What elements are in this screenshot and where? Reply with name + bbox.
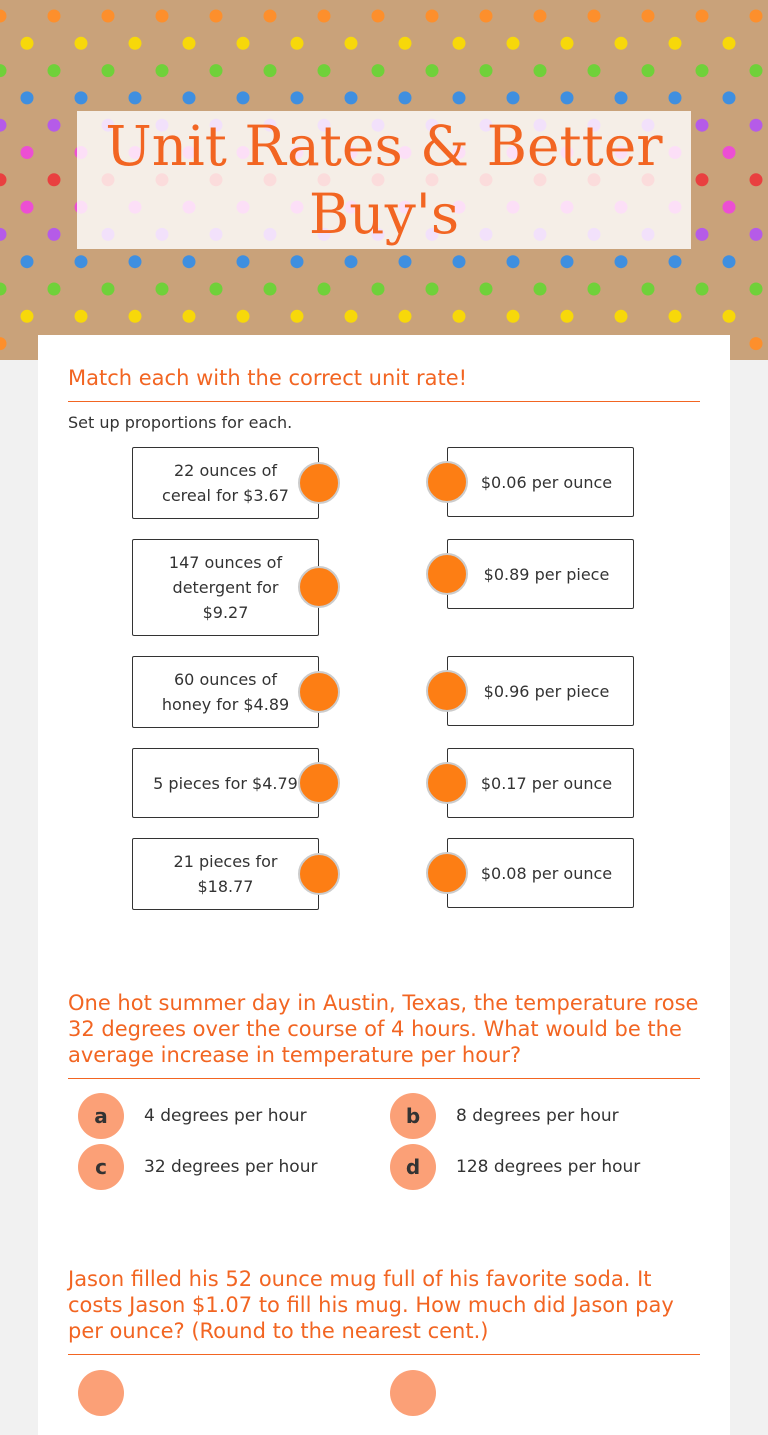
polka-dot (183, 37, 196, 50)
polka-dot (669, 91, 682, 104)
polka-dot (291, 37, 304, 50)
polka-dot (156, 283, 169, 296)
polka-dot (237, 310, 250, 323)
polka-dot (264, 10, 277, 23)
match-right-item[interactable] (447, 838, 634, 908)
question1-divider (68, 401, 700, 402)
polka-dot (426, 283, 439, 296)
match-right-label: $0.08 per ounce (480, 863, 613, 883)
question3-title: Jason filled his 52 ounce mug full of his favorite soda. It costs Jason $1.07 to fill his mug. How much did Jason pay per ounce? (Round to the nearest cent.) (68, 1267, 674, 1343)
polka-dot (0, 64, 7, 77)
polka-dot (723, 91, 736, 104)
polka-dot (642, 64, 655, 77)
question3-divider (68, 1354, 700, 1355)
match-left-item[interactable] (132, 838, 319, 910)
option-circle[interactable] (78, 1370, 124, 1416)
title-box (77, 111, 691, 249)
match-right-item[interactable] (447, 748, 634, 818)
polka-dot (696, 228, 709, 241)
polka-dot (345, 310, 358, 323)
option-a-text[interactable]: 4 degrees per hour (144, 1106, 307, 1126)
polka-dot (642, 10, 655, 23)
polka-dot (48, 173, 61, 186)
match-left-dot[interactable] (298, 462, 340, 504)
polka-dot (723, 146, 736, 159)
polka-dot (183, 310, 196, 323)
polka-dot (21, 310, 34, 323)
polka-dot (237, 91, 250, 104)
match-right-label: $0.06 per ounce (480, 472, 613, 492)
polka-dot (129, 37, 142, 50)
polka-dot (480, 10, 493, 23)
match-left-label: 22 ounces of cereal for $3.67 (162, 461, 289, 505)
match-right-label: $0.89 per piece (483, 564, 610, 584)
polka-dot (0, 337, 7, 350)
polka-dot (615, 37, 628, 50)
question2-title: One hot summer day in Austin, Texas, the temperature rose 32 degrees over the course of 4 hours. What would be the average increase in temperature per hour? (68, 991, 699, 1067)
polka-dot (453, 255, 466, 268)
polka-dot (696, 10, 709, 23)
polka-dot (696, 173, 709, 186)
polka-dot (318, 10, 331, 23)
polka-dot (48, 119, 61, 132)
option-a-circle[interactable]: a (78, 1093, 124, 1139)
polka-dot (588, 64, 601, 77)
polka-dot (210, 283, 223, 296)
match-left-dot[interactable] (298, 762, 340, 804)
polka-dot (669, 310, 682, 323)
polka-dot (48, 228, 61, 241)
polka-dot (318, 64, 331, 77)
polka-dot (696, 283, 709, 296)
polka-dot (669, 37, 682, 50)
match-left-item[interactable] (132, 656, 319, 728)
match-right-dot[interactable] (426, 461, 468, 503)
match-right-label: $0.96 per piece (483, 681, 610, 701)
polka-dot (102, 283, 115, 296)
polka-dot (750, 283, 763, 296)
polka-dot (75, 91, 88, 104)
polka-dot (399, 310, 412, 323)
option-c-text[interactable]: 32 degrees per hour (144, 1157, 318, 1177)
polka-dot (372, 10, 385, 23)
polka-dot (210, 64, 223, 77)
header-banner (0, 0, 768, 360)
polka-dot (291, 255, 304, 268)
polka-dot (750, 119, 763, 132)
polka-dot (156, 10, 169, 23)
polka-dot (669, 255, 682, 268)
match-left-item[interactable] (132, 748, 319, 818)
option-d-circle[interactable]: d (390, 1144, 436, 1190)
worksheet-card (38, 335, 730, 1435)
polka-dot (399, 255, 412, 268)
polka-dot (723, 201, 736, 214)
polka-dot (237, 255, 250, 268)
polka-dot (21, 37, 34, 50)
polka-dot (129, 310, 142, 323)
match-left-label: 60 ounces of honey for $4.89 (161, 670, 290, 714)
polka-dot (102, 10, 115, 23)
polka-dot (696, 119, 709, 132)
option-c-circle[interactable]: c (78, 1144, 124, 1190)
match-right-dot[interactable] (426, 852, 468, 894)
polka-dot (48, 10, 61, 23)
polka-dot (291, 310, 304, 323)
match-left-label: 5 pieces for $4.79 (153, 773, 298, 793)
polka-dot (237, 37, 250, 50)
polka-dot (291, 91, 304, 104)
polka-dot (426, 64, 439, 77)
polka-dot (723, 310, 736, 323)
polka-dot (102, 64, 115, 77)
polka-dot (723, 255, 736, 268)
polka-dot (75, 37, 88, 50)
polka-dot (21, 146, 34, 159)
question1-title: Match each with the correct unit rate! (68, 366, 468, 390)
polka-dot (399, 91, 412, 104)
polka-dot (750, 173, 763, 186)
polka-dot (210, 10, 223, 23)
match-left-dot[interactable] (298, 671, 340, 713)
polka-dot (642, 283, 655, 296)
polka-dot (75, 255, 88, 268)
page-title: Unit Rates & Better Buy's (105, 114, 663, 246)
polka-dot (615, 255, 628, 268)
match-left-label: 21 pieces for $18.77 (173, 852, 278, 896)
polka-dot (561, 310, 574, 323)
polka-dot (183, 255, 196, 268)
polka-dot (48, 283, 61, 296)
option-b-circle[interactable]: b (390, 1093, 436, 1139)
polka-dot (723, 37, 736, 50)
option-circle[interactable] (390, 1370, 436, 1416)
polka-dot (0, 173, 7, 186)
polka-dot (345, 255, 358, 268)
polka-dot (21, 255, 34, 268)
polka-dot (0, 283, 7, 296)
polka-dot (696, 64, 709, 77)
match-left-item[interactable] (132, 447, 319, 519)
polka-dot (264, 64, 277, 77)
polka-dot (750, 228, 763, 241)
polka-dot (0, 228, 7, 241)
question2-divider (68, 1078, 700, 1079)
option-b-text[interactable]: 8 degrees per hour (456, 1106, 619, 1126)
polka-dot (21, 91, 34, 104)
polka-dot (750, 64, 763, 77)
polka-dot (480, 283, 493, 296)
polka-dot (615, 91, 628, 104)
polka-dot (561, 91, 574, 104)
match-left-label: 147 ounces of detergent for $9.27 (168, 553, 283, 622)
polka-dot (453, 310, 466, 323)
match-left-dot[interactable] (298, 853, 340, 895)
match-right-item[interactable] (447, 539, 634, 609)
polka-dot (534, 283, 547, 296)
polka-dot (588, 283, 601, 296)
polka-dot (507, 91, 520, 104)
polka-dot (750, 10, 763, 23)
polka-dot (372, 64, 385, 77)
polka-dot (453, 91, 466, 104)
polka-dot (264, 283, 277, 296)
polka-dot (345, 91, 358, 104)
match-right-item[interactable] (447, 656, 634, 726)
match-left-dot[interactable] (298, 566, 340, 608)
polka-dot (615, 310, 628, 323)
match-left-item[interactable] (132, 539, 319, 636)
polka-dot (318, 283, 331, 296)
polka-dot (129, 255, 142, 268)
polka-dot (75, 310, 88, 323)
polka-dot (534, 10, 547, 23)
polka-dot (507, 310, 520, 323)
polka-dot (507, 255, 520, 268)
polka-dot (561, 255, 574, 268)
polka-dot (183, 91, 196, 104)
polka-dot (156, 64, 169, 77)
question1-instructions: Set up proportions for each. (68, 413, 293, 432)
option-d-text[interactable]: 128 degrees per hour (456, 1157, 641, 1177)
polka-dot (507, 37, 520, 50)
polka-dot (534, 64, 547, 77)
polka-dot (345, 37, 358, 50)
polka-dot (453, 37, 466, 50)
polka-dot (426, 10, 439, 23)
polka-dot (588, 10, 601, 23)
polka-dot (0, 119, 7, 132)
polka-dot (480, 64, 493, 77)
polka-dot (561, 37, 574, 50)
polka-dot (21, 201, 34, 214)
polka-dot (129, 91, 142, 104)
match-right-item[interactable] (447, 447, 634, 517)
match-right-dot[interactable] (426, 762, 468, 804)
polka-dot (750, 337, 763, 350)
match-right-dot[interactable] (426, 670, 468, 712)
polka-dot (48, 64, 61, 77)
match-right-label: $0.17 per ounce (480, 773, 613, 793)
polka-dot (0, 10, 7, 23)
match-right-dot[interactable] (426, 553, 468, 595)
polka-dot (372, 283, 385, 296)
polka-dot (399, 37, 412, 50)
